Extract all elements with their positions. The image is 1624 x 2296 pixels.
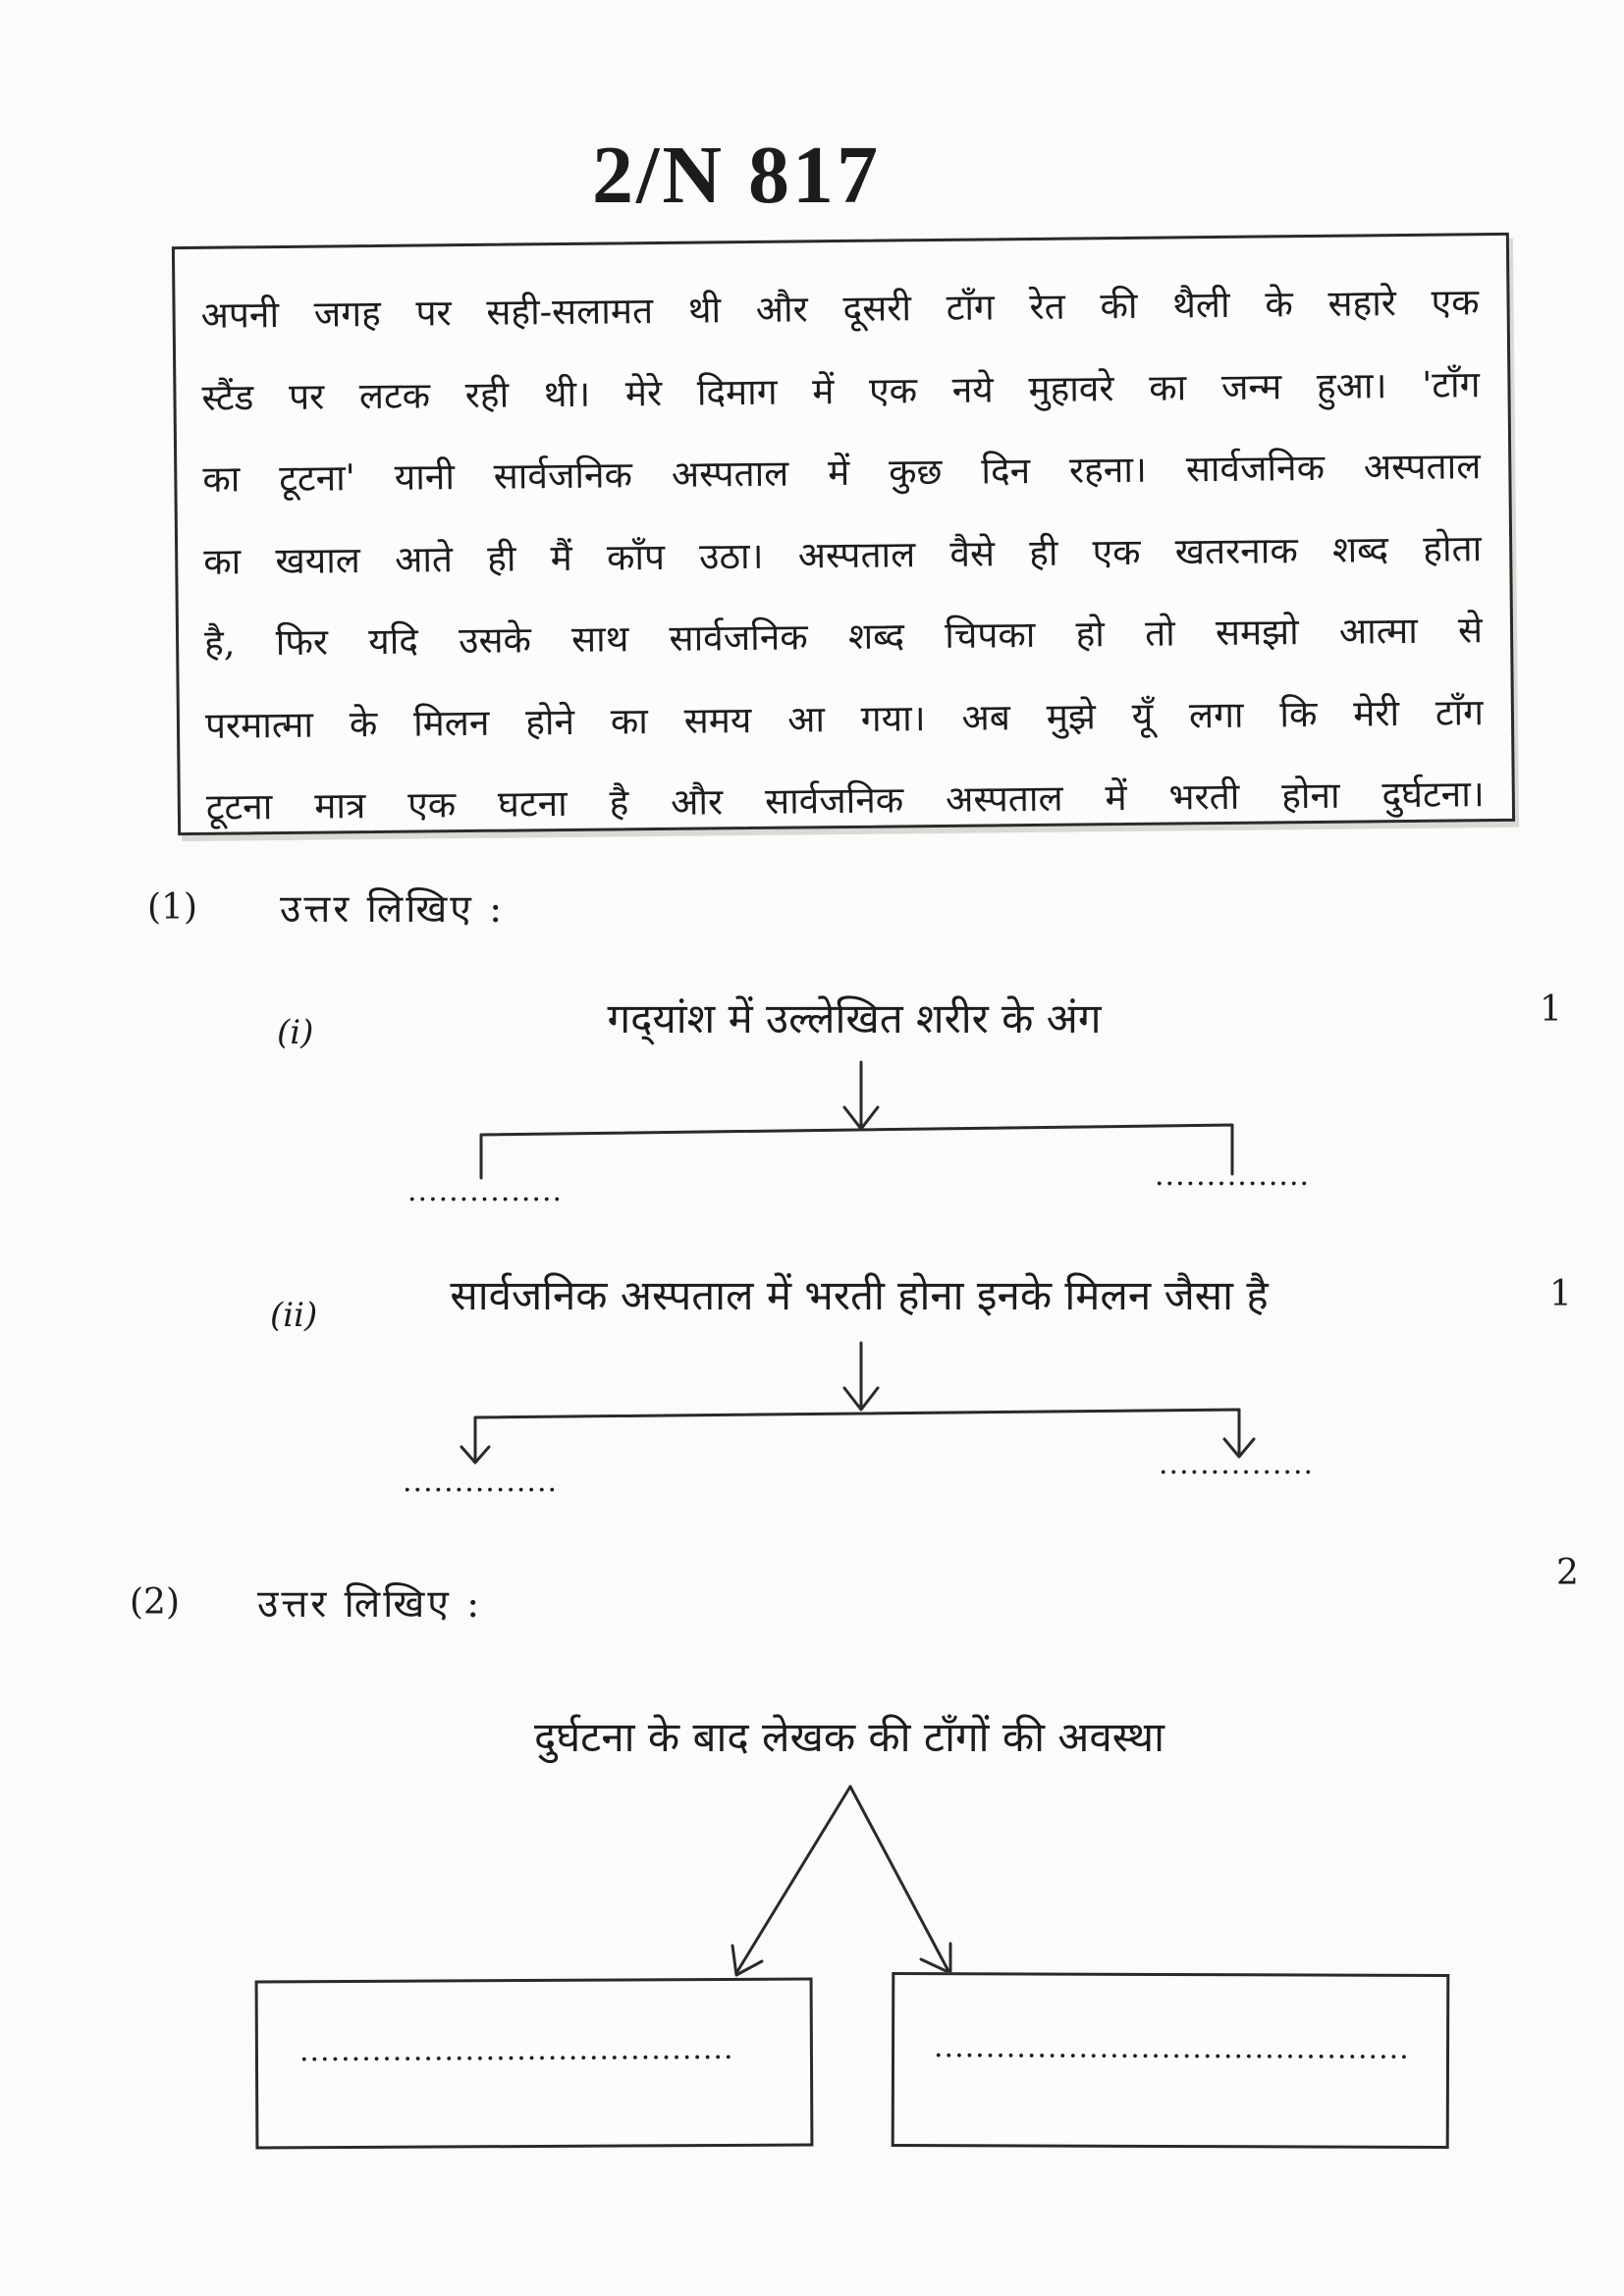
bracket-line [475, 1410, 1239, 1461]
q2-answer-box-left[interactable] [255, 1978, 814, 2150]
arrow-down-icon [844, 1062, 878, 1129]
q1-number: (1) [147, 887, 197, 928]
q1-part2-blank-right[interactable]: ............... [1159, 1447, 1315, 1481]
passage-line: का टूटना' यानी सार्वजनिक अस्पताल में कुछ दिन रहना। सार्वजनिक अस्पताल [202, 445, 1482, 501]
q2-answer-box-right[interactable] [892, 1972, 1450, 2149]
q1-part2-number: (ii) [270, 1296, 318, 1335]
q2-text: दुर्घटना के बाद लेखक की टाँगों की अवस्था [534, 1713, 1164, 1761]
q2-marks: 2 [1556, 1553, 1579, 1593]
q1-part2-text: सार्वजनिक अस्पताल में भरती होना इनके मिलन जैसा है [450, 1271, 1269, 1319]
q1-part1-text: गद्‌यांश में उल्लेखित शरीर के अंग [607, 994, 1102, 1042]
q2-blank-left[interactable]: .......................................... [298, 2031, 734, 2069]
passage-line: स्टैंड पर लटक रही थी। मेरे दिमाग में एक नये मुहावरे का जन्म हुआ। 'टाँग [201, 362, 1481, 419]
bracket-line [481, 1125, 1232, 1178]
passage-line: है, फिर यदि उसके साथ सार्वजनिक शब्द चिपका हो तो समझो आत्मा से [203, 609, 1484, 665]
passage-line: अपनी जगह पर सही-सलामत थी और दूसरी टाँग रेत की थैली के सहारे एक [200, 281, 1480, 337]
q1-part1-number: (i) [277, 1013, 314, 1052]
q2-blank-right[interactable]: .............................................. [933, 2030, 1410, 2066]
q1-part2-blank-left[interactable]: ............... [403, 1465, 559, 1499]
q2-number: (2) [130, 1582, 180, 1623]
q1-part2-marks: 1 [1549, 1274, 1572, 1314]
paper-code: 2/N 817 [592, 130, 881, 221]
passage-line: का खयाल आते ही मैं काँप उठा। अस्पताल वैसे ही एक खतरनाक शब्द होता [203, 526, 1483, 583]
q1-label: उत्तर लिखिए : [280, 887, 506, 932]
arrow-down-icon [844, 1343, 878, 1410]
q1-part1-blank-right[interactable]: ............... [1155, 1158, 1311, 1193]
q1-part1-blank-left[interactable]: ............... [407, 1174, 564, 1208]
arrow-down-icon [732, 1787, 850, 1975]
passage-line: परमात्मा के मिलन होने का समय आ गया। अब मुझे यूँ लगा कि मेरी टाँग [204, 690, 1485, 747]
passage-line: टूटना मात्र एक घटना है और सार्वजनिक अस्पताल में भरती होना दुर्घटना। [205, 773, 1486, 828]
q2-label: उत्तर लिखिए : [257, 1582, 483, 1627]
q1-part1-marks: 1 [1540, 989, 1562, 1030]
arrow-down-icon [850, 1787, 950, 1973]
